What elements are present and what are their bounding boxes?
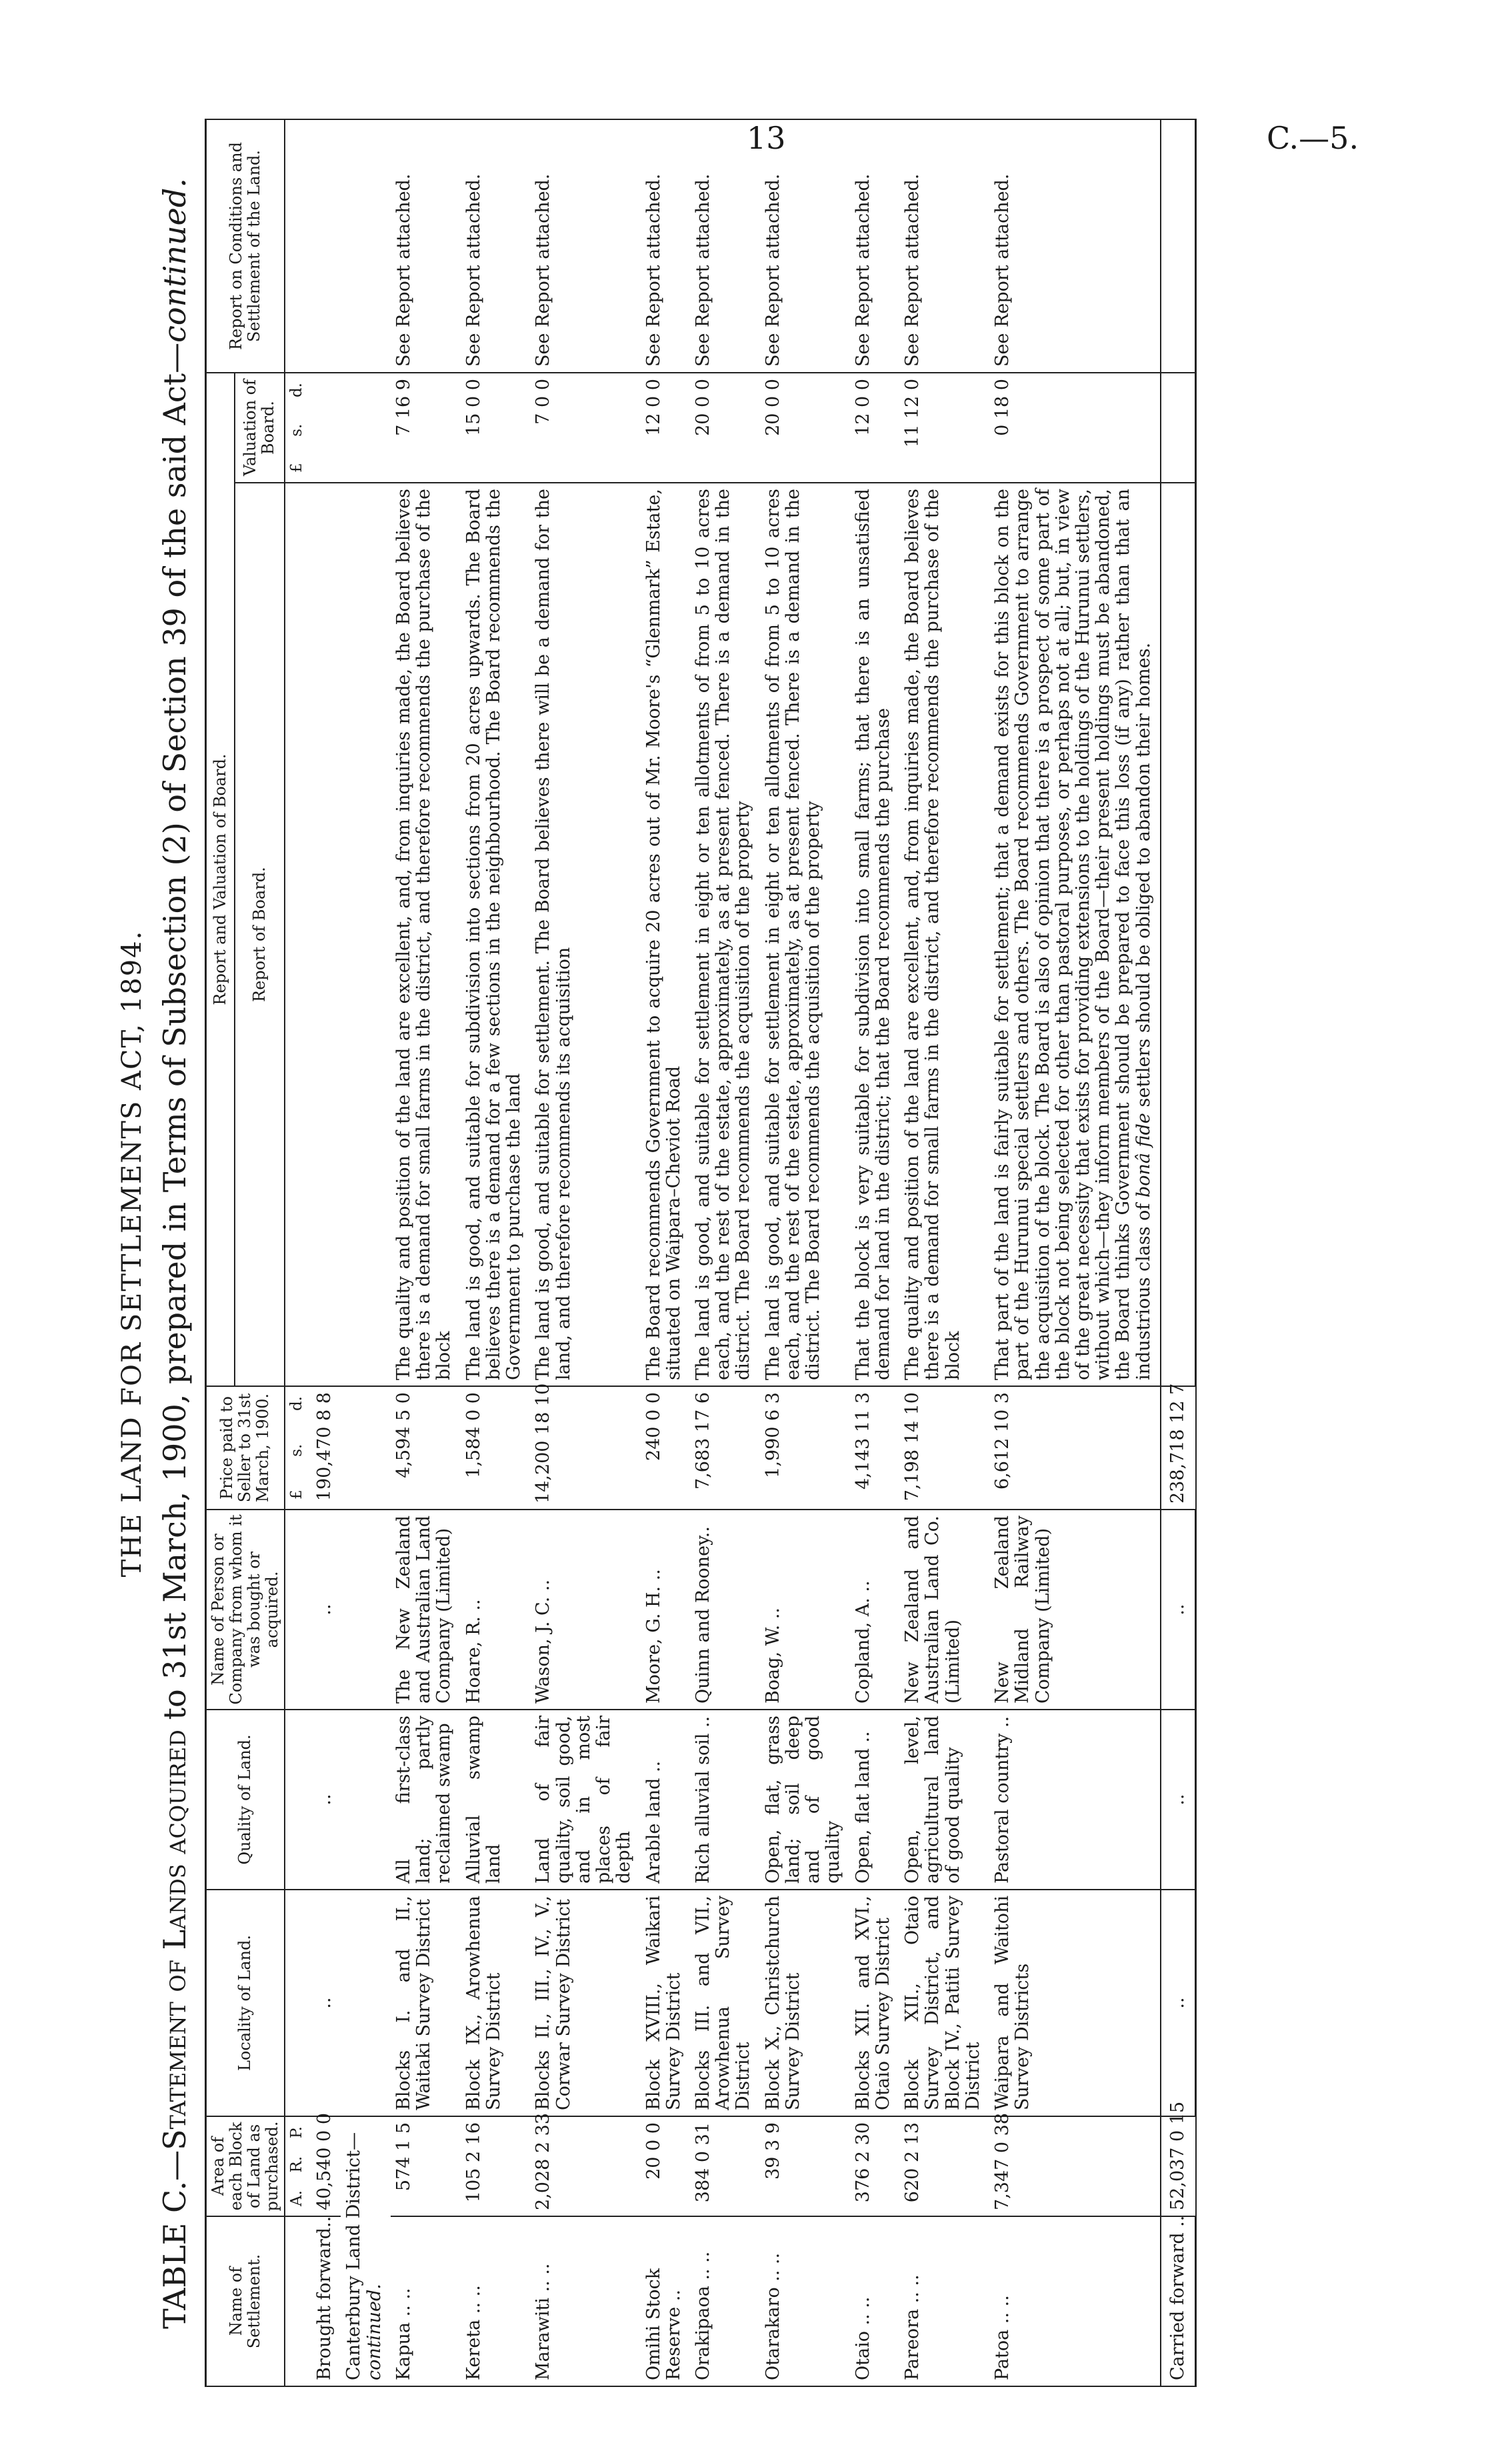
table-row <box>899 119 989 2386</box>
table-row <box>391 119 461 2386</box>
locality-cell: Blocks II., III., IV., V., Corwar Survey District <box>530 1890 640 2116</box>
table-row <box>989 119 1161 2386</box>
brought-forward-dots-2: .. <box>311 1710 341 1890</box>
area-cell: 574 1 5 <box>391 2116 461 2216</box>
conditions-cell: See Report attached. <box>989 119 1161 373</box>
price-units: £ s. d. <box>287 1396 305 1500</box>
brought-forward-price: 190,470 8 8 <box>311 1386 341 1510</box>
locality-cell: Block IX., Arowhenua Survey District <box>461 1890 531 2116</box>
settlement-name: Patoa .. .. <box>989 2216 1161 2386</box>
quality-cell: Open, level, agricultural land of good quality <box>899 1710 989 1890</box>
district-label: Canterbury Land District— continued. <box>341 2116 390 2386</box>
report-cell: The Board recommends Government to acquire 20 acres out of Mr. Moore's “Glenmark” Estate, situated on Waipara–Cheviot Road <box>641 483 690 1386</box>
table-continued: continued. <box>157 178 193 343</box>
district-row <box>341 119 390 2386</box>
header-valuation: Valuation of Board. <box>235 373 284 483</box>
conditions-cell: See Report attached. <box>850 119 899 373</box>
report-cell: That the block is very suitable for subdivision into small farms; that there is an unsatisfied demand for land in the district; that the Board recommends the purchase <box>850 483 899 1386</box>
valuation-cell: 0 18 0 <box>989 373 1161 483</box>
person-cell: Moore, G. H. .. <box>641 1510 690 1710</box>
brought-forward-dots-3: .. <box>311 1510 341 1710</box>
quality-cell: Arable land .. <box>641 1710 690 1890</box>
locality-cell: Blocks I. and II., Waitaki Survey District <box>391 1890 461 2116</box>
header-report-group: Report and Valuation of Board. <box>206 373 235 1386</box>
table-title <box>157 120 193 2387</box>
table-row <box>690 119 760 2386</box>
settlement-name: Pareora .. .. <box>899 2216 989 2386</box>
valuation-cell: 7 16 9 <box>391 373 461 483</box>
brought-forward-dots-1: .. <box>311 1890 341 2116</box>
person-cell: Boag, W. .. <box>760 1510 850 1710</box>
person-cell: New Zealand Midland Railway Company (Limited) <box>989 1510 1161 1710</box>
conditions-cell: See Report attached. <box>391 119 461 373</box>
quality-cell: All first-class land; partly reclaimed swamp <box>391 1710 461 1890</box>
rotated-table-page <box>117 120 1383 2387</box>
area-units: A. R. P. <box>287 2126 305 2206</box>
price-cell: 7,683 17 6 <box>690 1386 760 1510</box>
settlement-name: Omihi Stock Reserve .. <box>641 2216 690 2386</box>
settlement-name: Otarakaro .. .. <box>760 2216 850 2386</box>
price-cell: 1,584 0 0 <box>461 1386 531 1510</box>
report-cell: The quality and position of the land are excellent, and, from inquiries made, the Board believes there is a demand for small farms in the district, and therefore recommends the purchase of the block <box>899 483 989 1386</box>
quality-cell: Pastoral country .. <box>989 1710 1161 1890</box>
person-cell: Wason, J. C. .. <box>530 1510 640 1710</box>
table-row <box>760 119 850 2386</box>
valuation-cell: 12 0 0 <box>850 373 899 483</box>
locality-cell: Waipara and Waitohi Survey Districts <box>989 1890 1161 2116</box>
person-cell: New Zealand and Australian Land Co. (Limited) <box>899 1510 989 1710</box>
quality-cell: Rich alluvial soil .. <box>690 1710 760 1890</box>
price-cell: 14,200 18 10 <box>530 1386 640 1510</box>
conditions-cell: See Report attached. <box>760 119 850 373</box>
act-title: THE LAND FOR SETTLEMENTS ACT, 1894. <box>117 929 147 1578</box>
locality-cell: Blocks XII. and XVI., Otaio Survey District <box>850 1890 899 2116</box>
conditions-cell: See Report attached. <box>899 119 989 373</box>
brought-forward-area: 40,540 0 0 <box>311 2116 341 2216</box>
price-cell: 4,594 5 0 <box>391 1386 461 1510</box>
header-area <box>206 2116 285 2216</box>
area-cell: 105 2 16 <box>461 2116 531 2216</box>
quality-cell: Open, flat land .. <box>850 1710 899 1890</box>
table-row <box>530 119 640 2386</box>
locality-cell: Block X., Christchurch Survey District <box>760 1890 850 2116</box>
area-cell: 2,028 2 33 <box>530 2116 640 2216</box>
conditions-cell: See Report attached. <box>530 119 640 373</box>
valuation-cell: 15 0 0 <box>461 373 531 483</box>
brought-forward-row <box>311 119 341 2386</box>
area-cell: 20 0 0 <box>641 2116 690 2216</box>
table-row <box>641 119 690 2386</box>
carried-forward-row <box>1161 119 1196 2386</box>
price-cell: 240 0 0 <box>641 1386 690 1510</box>
settlement-name: Marawiti .. .. <box>530 2216 640 2386</box>
header-conditions: Report on Conditions and Settlement of the Land. <box>206 119 285 373</box>
quality-cell: Land of fair quality, soil good, and in most places of fair depth <box>530 1710 640 1890</box>
settlement-name: Orakipaoa .. .. <box>690 2216 760 2386</box>
carried-forward-label: Carried forward .. <box>1161 2216 1196 2386</box>
valuation-cell: 11 12 0 <box>899 373 989 483</box>
area-cell: 620 2 13 <box>899 2116 989 2216</box>
valuation-cell: 20 0 0 <box>760 373 850 483</box>
area-cell: 7,347 0 38 <box>989 2116 1161 2216</box>
header-report: Report of Board. <box>235 483 284 1386</box>
carried-forward-dots-1: .. <box>1161 1890 1196 2116</box>
quality-cell: Open, flat, grass land; soil deep and of good quality <box>760 1710 850 1890</box>
units-row <box>285 119 312 2386</box>
locality-cell: Blocks III. and VII., Arowhenua Survey District <box>690 1890 760 2116</box>
locality-cell: Block XVIII., Waikari Survey District <box>641 1890 690 2116</box>
carried-forward-area: 52,037 0 15 <box>1161 2116 1196 2216</box>
conditions-cell: See Report attached. <box>690 119 760 373</box>
document-code: C.—5. <box>1267 120 1359 156</box>
header-locality: Locality of Land. <box>206 1890 285 2116</box>
report-cell: That part of the land is fairly suitable for settlement; that a demand exists for this block on the part of the Hurunui special settlers and others. The Board recommends Government to arrange the acquisition of the block. The Board is also of opinion that there is a prospect of some part of the block not being selected for other than pastoral purposes, or perhaps not at all; but, in view of the great necessity that exists for providing extensions to the holdings of the Hurunui settlers, without which—they inform members of the Board—their present holdings must be abandoned, the Board thinks Government should be prepared to face this loss (if any) rather than that an industrious class of bonâ fide settlers should be obliged to abandon their homes. <box>989 483 1161 1386</box>
person-cell: Hoare, R. .. <box>461 1510 531 1710</box>
price-cell: 4,143 11 3 <box>850 1386 899 1510</box>
settlement-name: Kereta .. .. <box>461 2216 531 2386</box>
table-prefix: TABLE C.— <box>157 2150 193 2329</box>
settlement-name: Kapua .. .. <box>391 2216 461 2386</box>
settlement-table <box>205 119 1197 2387</box>
valuation-cell: 7 0 0 <box>530 373 640 483</box>
price-cell: 7,198 14 10 <box>899 1386 989 1510</box>
header-name: Name of Settlement. <box>206 2216 285 2386</box>
brought-forward-label: Brought forward.. <box>311 2216 341 2386</box>
header-person: Name of Person or Company from whom it was bought or acquired. <box>206 1510 285 1710</box>
person-cell: Copland, A. .. <box>850 1510 899 1710</box>
table-main-title: to 31st March, 1900, prepared in Terms of Subsection (2) of Section 39 of the said Act— <box>157 342 193 1730</box>
price-cell: 1,990 6 3 <box>760 1386 850 1510</box>
person-cell: The New Zealand and Australian Land Company (Limited) <box>391 1510 461 1710</box>
header-quality: Quality of Land. <box>206 1710 285 1890</box>
price-cell: 6,612 10 3 <box>989 1386 1161 1510</box>
locality-cell: Block XII., Otaio Survey District, and Block IV., Patiti Survey District <box>899 1890 989 2116</box>
report-cell: The land is good, and suitable for settlement in eight or ten allotments of from 5 to 10 acres each, and the rest of the estate, approximately, as at present fenced. There is a demand in the district. The Board recommends the acquisition of the property <box>760 483 850 1386</box>
conditions-cell: See Report attached. <box>461 119 531 373</box>
valuation-cell: 20 0 0 <box>690 373 760 483</box>
header-area-label: Area of each Block of Land as purchased. <box>209 2121 281 2212</box>
report-cell: The land is good, and suitable for subdivision into sections from 20 acres upwards. The Board believes there is a demand for a few sections in the neighbourhood. The Board recommends the Government to purchase the land <box>461 483 531 1386</box>
person-cell: Quinn and Rooney.. <box>690 1510 760 1710</box>
table-row <box>461 119 531 2386</box>
page-number: 13 <box>747 120 786 156</box>
settlement-name: Otaio .. .. <box>850 2216 899 2386</box>
report-cell: The land is good, and suitable for settlement. The Board believes there will be a demand for the land, and therefore recommends its acquisition <box>530 483 640 1386</box>
table-smallcaps: Statement of Lands acquired <box>157 1730 193 2150</box>
area-cell: 384 0 31 <box>690 2116 760 2216</box>
header-price: Price paid to Seller to 31st March, 1900. <box>206 1386 285 1510</box>
conditions-cell: See Report attached. <box>641 119 690 373</box>
report-cell: The land is good, and suitable for settlement in eight or ten allotments of from 5 to 10 acres each, and the rest of the estate, approximately, as at present fenced. There is a demand in the district. The Board recommends the acquisition of the property <box>690 483 760 1386</box>
table-row <box>850 119 899 2386</box>
valuation-cell: 12 0 0 <box>641 373 690 483</box>
carried-forward-dots-2: .. <box>1161 1710 1196 1890</box>
area-cell: 376 2 30 <box>850 2116 899 2216</box>
carried-forward-dots-3: .. <box>1161 1510 1196 1710</box>
report-cell: The quality and position of the land are excellent, and, from inquiries made, the Board believes there is a demand for small farms in the district, and therefore recommends the purchase of the block <box>391 483 461 1386</box>
quality-cell: Alluvial swamp land <box>461 1710 531 1890</box>
valuation-units: £ s. d. <box>287 383 305 473</box>
area-cell: 39 3 9 <box>760 2116 850 2216</box>
carried-forward-price: 238,718 12 7 <box>1161 1386 1196 1510</box>
